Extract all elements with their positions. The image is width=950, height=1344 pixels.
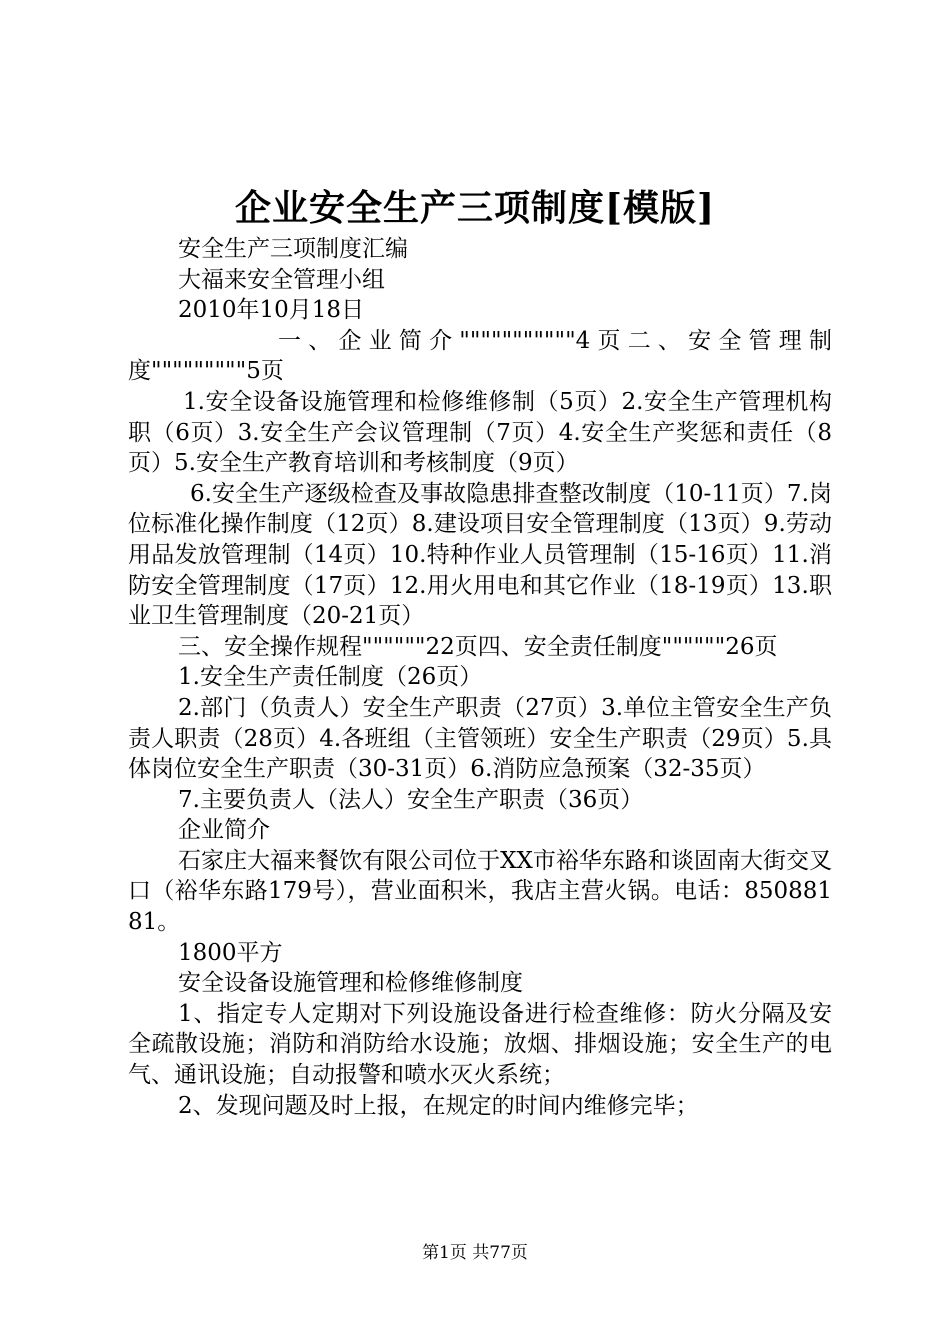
paragraph-toc-2: 1.安全设备设施管理和检修维修制（5页）2.安全生产管理机构职（6页）3.安全生产会议管理制（7页）4.安全生产奖惩和责任（8页）5.安全生产教育培训和考核制度（9页） xyxy=(128,388,832,477)
paragraph-toc-5: 1.安全生产责任制度（26页） xyxy=(178,664,483,691)
paragraph-toc-4: 三、安全操作规程""""""22页四、安全责任制度""""""26页 xyxy=(178,633,778,660)
paragraph-rule-2: 2、发现问题及时上报，在规定的时间内维修完毕； xyxy=(178,1092,699,1119)
document-body xyxy=(128,234,832,1121)
paragraph-date: 2010年10月18日 xyxy=(178,297,365,324)
paragraph-subtitle: 安全生产三项制度汇编 xyxy=(178,236,408,262)
paragraph-toc-1: 一、企业简介"""""""""""4页二、安全管理制度"""""""""5页 xyxy=(128,327,832,385)
paragraph-toc-3: 6.安全生产逐级检查及事故隐患排查整改制度（10-11页）7.岗位标准化操作制度（12页）8.建设项目安全管理制度（13页）9.劳动用品发放管理制（14页）10.特种作业人员管理制（15-16页）11.消防安全管理制度（17页）12.用火用电和其它作业（18-19页）13.职业卫生管理制度（20-21页） xyxy=(128,480,832,630)
paragraph-rule-1: 1、指定专人定期对下列设施设备进行检查维修：防火分隔及安全疏散设施；消防和消防给水设施；放烟、排烟设施；安全生产的电气、通讯设施；自动报警和喷水灭火系统； xyxy=(128,1000,832,1089)
paragraph-area: 1800平方 xyxy=(178,939,283,966)
section-heading-intro: 企业简介 xyxy=(178,817,270,844)
paragraph-intro: 石家庄大福来餐饮有限公司位于XX市裕华东路和谈固南大街交叉口（裕华东路179号），营业面积米，我店主营火锅。电话：85088181。 xyxy=(128,847,832,936)
paragraph-author: 大福来安全管理小组 xyxy=(178,266,385,293)
paragraph-toc-7: 7.主要负责人（法人）安全生产职责（36页） xyxy=(178,786,644,813)
page-footer: 第1页 共77页 xyxy=(422,1243,528,1263)
section-heading-equipment: 安全设备设施管理和检修维修制度 xyxy=(178,970,523,997)
paragraph-toc-6: 2.部门（负责人）安全生产职责（27页）3.单位主管安全生产负责人职责（28页）4.各班组（主管领班）安全生产职责（29页）5.具体岗位安全生产职责（30-31页）6.消防应急预案（32-35页） xyxy=(128,694,832,783)
document-title: 企业安全生产三项制度[模版] xyxy=(234,187,716,229)
